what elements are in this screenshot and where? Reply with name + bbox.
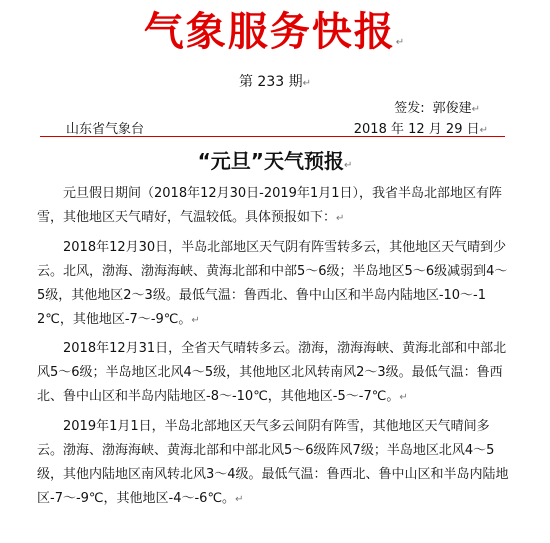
paragraph-text: 元旦假日期间（2018年12月30日-2019年1月1日），我省半岛北部地区有阵雪，其他地区天气晴好，气温较低。具体预报如下：	[37, 186, 502, 225]
paragraph-mark-icon: ↵	[471, 104, 480, 115]
document-title-text: “元旦”天气预报	[197, 149, 344, 173]
paragraph-mark-icon: ↵	[395, 37, 407, 48]
paragraph-text: 2018年12月31日，全省天气晴转多云。渤海，渤海海峡、黄海北部和中部北风5～6级；半岛地区北风4～5级，其他地区北风转南风2～3级。最低气温：鲁西北、鲁中山区和半岛内陆地区-8～-10℃，其他地区-5～-7℃。	[37, 341, 507, 404]
paragraph-mark-icon: ↵	[399, 392, 408, 403]
paragraph-mark-icon: ↵	[191, 314, 200, 326]
paragraph-text: 2019年1月1日，半岛北部地区天气多云间阴有阵雪，其他地区天气晴间多云。渤海、渤海海峡、黄海北部和中部北风5～6级阵风7级；半岛地区北风4～5级，其他内陆地区南风转北风3～4级。最低气温：鲁西北、鲁中山区和半岛内陆地区-7～-9℃，其他地区-4～-6℃。	[37, 418, 509, 506]
issue-text: 第 233 期	[238, 74, 303, 90]
paragraph-text: 2018年12月30日，半岛北部地区天气阴有阵雪转多云，其他地区天气晴到少云。北风，渤海、渤海海峡、黄海北部和中部5～6级；半岛地区5～6级减弱到4～5级，其他地区2～3级。最低气温：鲁西北、鲁中山区和半岛内陆地区-10～-12℃，其他地区-7～-9℃。	[37, 239, 508, 327]
masthead-title: 气象服务快报	[143, 9, 396, 55]
paragraph-mark-icon: ↵	[479, 125, 488, 136]
paragraph-mark-icon: ↵	[235, 493, 244, 505]
issuing-org	[66, 118, 144, 137]
document-title	[0, 145, 550, 174]
paragraph-mark-icon: ↵	[302, 78, 311, 89]
paragraph-intro	[37, 182, 513, 231]
masthead	[0, 8, 550, 67]
paragraph-mark-icon: ↵	[343, 160, 353, 171]
forecast-body	[37, 182, 513, 516]
issue-date	[354, 118, 488, 137]
date-text: 2018 年 12 月 29 日	[353, 122, 480, 137]
header-divider	[40, 136, 505, 137]
signer-label: 签发:	[394, 101, 425, 116]
paragraph-mark-icon: ↵	[336, 213, 345, 224]
paragraph-dec31	[37, 337, 513, 410]
signer-line	[394, 97, 480, 116]
paragraph-jan1	[37, 415, 513, 512]
issue-number	[0, 71, 550, 91]
signer-name: 郭俊建	[432, 101, 472, 116]
org-name: 山东省气象台	[66, 122, 145, 137]
paragraph-dec30	[37, 236, 513, 333]
